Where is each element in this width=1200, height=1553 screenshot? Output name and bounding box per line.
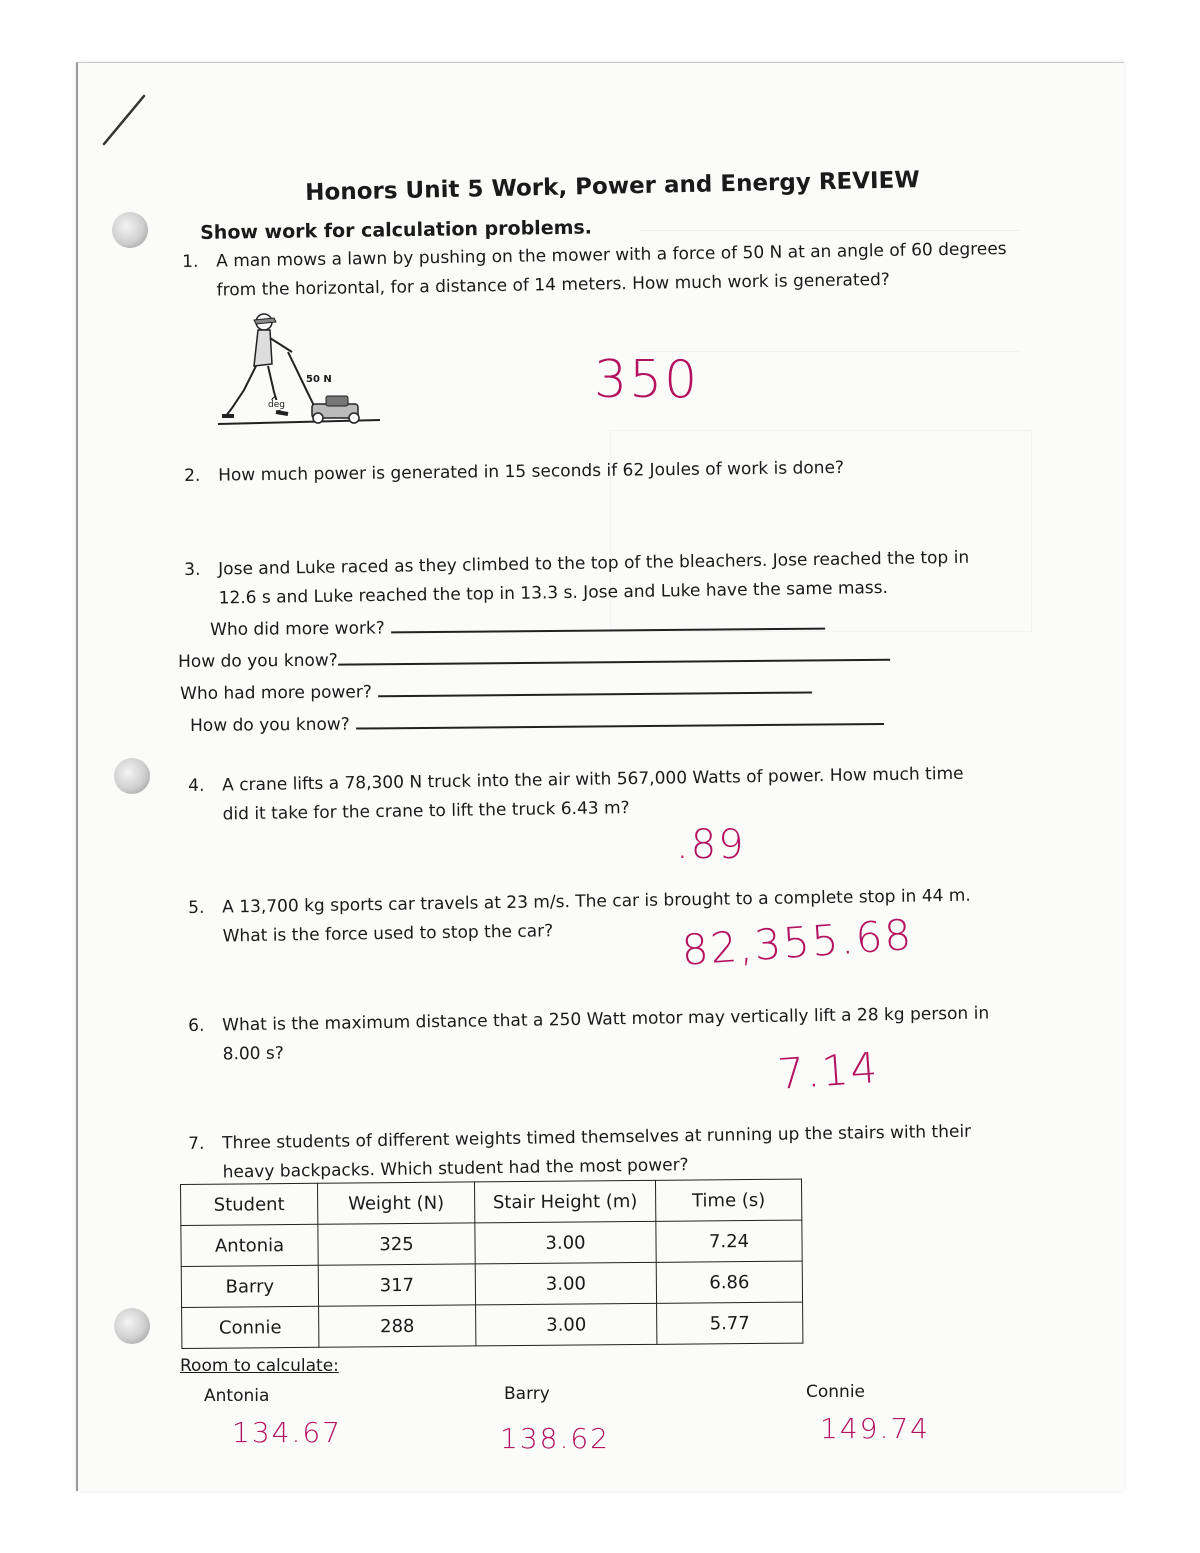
force-label: 50 N — [306, 374, 332, 385]
question-number: 3. — [184, 559, 201, 580]
question-number: 2. — [184, 465, 201, 486]
question-text: A man mows a lawn by pushing on the mower with a force of 50 N at an angle of 60 degrees — [216, 239, 1007, 272]
page-title: Honors Unit 5 Work, Power and Energy REVIEW — [305, 167, 920, 206]
table-cell: 3.00 — [476, 1303, 657, 1346]
table-row — [181, 1261, 802, 1307]
question-number: 1. — [182, 251, 199, 272]
prompt-label: Who had more power? — [180, 682, 372, 704]
lawn-mower-figure — [214, 312, 384, 430]
calc-name-barry: Barry — [504, 1384, 550, 1404]
question-text: from the horizontal, for a distance of 14 meters. How much work is generated? — [216, 269, 890, 301]
table-cell: 317 — [318, 1264, 475, 1306]
table-cell: 3.00 — [475, 1262, 656, 1305]
question-text: A crane lifts a 78,300 N truck into the air with 567,000 Watts of power. How much time — [222, 763, 964, 796]
question-number: 6. — [188, 1015, 205, 1036]
question-number: 4. — [188, 775, 205, 796]
question-text: 12.6 s and Luke reached the top in 13.3 s. Jose and Luke have the same mass. — [218, 577, 889, 609]
table-cell: 6.86 — [656, 1261, 802, 1303]
table-cell: Connie — [182, 1306, 319, 1348]
table-row — [182, 1302, 803, 1348]
answer-connie: 149.74 — [820, 1412, 930, 1445]
answer-blank[interactable] — [356, 722, 884, 730]
question-text: heavy backpacks. Which student had the most power? — [222, 1155, 689, 1183]
answer-blank[interactable] — [338, 658, 890, 666]
table-header-row — [181, 1179, 802, 1225]
question-text: What is the maximum distance that a 250 Watt motor may vertically lift a 28 kg person in — [222, 1003, 990, 1036]
question-number: 5. — [188, 897, 205, 918]
binder-hole-bottom — [114, 1308, 150, 1344]
table-cell: 325 — [318, 1223, 475, 1265]
question-number: 7. — [188, 1133, 205, 1154]
room-to-calculate-label: Room to calculate: — [180, 1356, 339, 1376]
answer-q1: 350 — [594, 350, 700, 410]
question-text: What is the force used to stop the car? — [222, 921, 554, 947]
column-header: Stair Height (m) — [474, 1180, 655, 1223]
table-cell: 5.77 — [657, 1302, 803, 1344]
question-7 — [188, 1118, 972, 1188]
binder-hole-top — [112, 212, 148, 248]
table-row — [181, 1220, 802, 1266]
pencil-mark — [98, 92, 158, 152]
answer-blank[interactable] — [391, 627, 825, 634]
column-header: Student — [181, 1183, 318, 1225]
binder-hole-middle — [114, 758, 150, 794]
prompt-label: How do you know? — [190, 714, 350, 736]
answer-blank[interactable] — [378, 690, 812, 697]
table-cell: 7.24 — [656, 1220, 802, 1262]
table-cell: 3.00 — [475, 1221, 656, 1264]
answer-antonia: 134.67 — [232, 1416, 342, 1449]
column-header: Time (s) — [655, 1179, 801, 1221]
table-cell: Barry — [181, 1265, 318, 1307]
prompt-label: How do you know? — [178, 650, 338, 672]
question-text: Jose and Luke raced as they climbed to the top of the bleachers. Jose reached the top in — [218, 547, 970, 580]
question-text: 8.00 s? — [222, 1043, 284, 1065]
table-cell: 288 — [319, 1305, 476, 1347]
answer-q4: .89 — [676, 822, 746, 868]
power-data-table — [180, 1179, 803, 1349]
angle-label: deg — [268, 400, 285, 410]
calc-name-connie: Connie — [806, 1382, 866, 1402]
table-cell: Antonia — [181, 1224, 318, 1266]
question-text: did it take for the crane to lift the truck 6.43 m? — [222, 798, 630, 825]
question-3 — [184, 544, 970, 614]
instructions: Show work for calculation problems. — [200, 216, 593, 244]
answer-q5: 82,355.68 — [680, 909, 915, 975]
prompt-label: Who did more work? — [210, 618, 385, 640]
answer-barry: 138.62 — [500, 1422, 610, 1455]
calc-name-antonia: Antonia — [204, 1386, 270, 1406]
column-header: Weight (N) — [317, 1182, 474, 1224]
question-4 — [188, 760, 964, 830]
question-text: Three students of different weights timed themselves at running up the stairs with their — [222, 1121, 972, 1154]
question-text: A 13,700 kg sports car travels at 23 m/s. The car is brought to a complete stop in 44 m. — [222, 885, 971, 918]
question-text: How much power is generated in 15 seconds if 62 Joules of work is done? — [218, 457, 845, 486]
answer-q6: 7.14 — [776, 1042, 881, 1099]
